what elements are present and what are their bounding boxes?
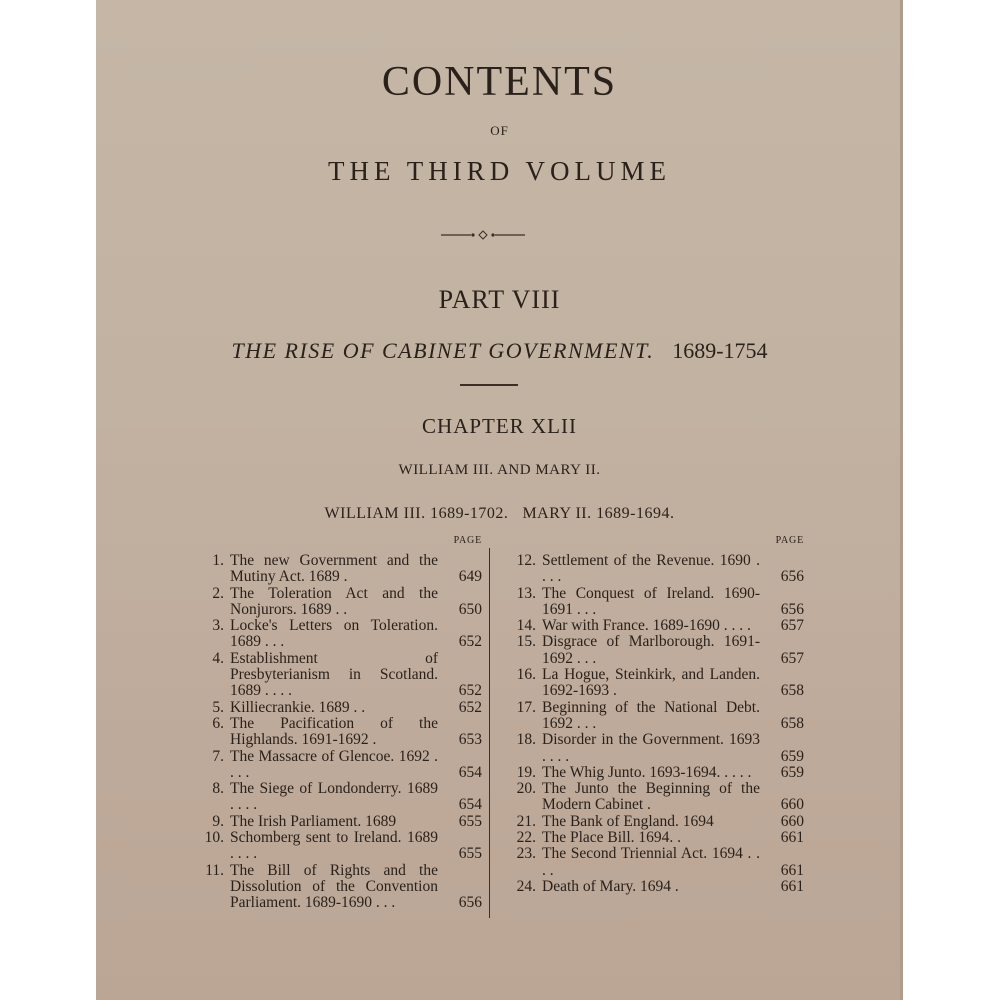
reign-dates <box>96 505 903 523</box>
toc-entry-text: Schomberg sent to Ireland. 1689 . . . . <box>230 829 438 863</box>
toc-entry-num: 17. <box>516 698 536 716</box>
toc-entry <box>192 814 482 830</box>
toc-entry <box>192 553 482 586</box>
title-of: OF <box>490 123 509 138</box>
toc-entry-num: 12. <box>516 552 536 569</box>
toc-entry-num: 7. <box>212 747 224 765</box>
toc-entry <box>504 879 804 895</box>
toc-entry <box>504 618 804 634</box>
toc-entry-page: 654 <box>458 796 482 814</box>
toc-entry-page: 653 <box>458 731 482 749</box>
section-rule <box>460 384 518 386</box>
toc-entry-num: 10. <box>204 829 224 847</box>
toc-entry-text: The Bank of England. 1694 <box>542 812 714 830</box>
part-label: PART VIII <box>438 285 561 314</box>
toc-entry-num: 9. <box>212 812 224 830</box>
toc-entry <box>504 634 804 667</box>
toc-entry <box>192 716 482 749</box>
part-dates: 1689-1754 <box>672 338 768 363</box>
toc-entry-num: 23. <box>516 845 536 863</box>
toc-entry <box>192 781 482 814</box>
toc-entry <box>504 814 804 830</box>
page-title: CONTENTS <box>381 59 618 105</box>
toc-entry-page: 660 <box>780 796 804 814</box>
toc-entry-text: Disorder in the Government. 1693 . . . . <box>542 731 760 765</box>
toc-entry-page: 661 <box>780 861 804 879</box>
page-column-header: PAGE <box>453 535 482 546</box>
toc-entry-page: 657 <box>780 617 804 635</box>
toc-entry-num: 11. <box>205 861 224 879</box>
toc-entry-text: The Whig Junto. 1693-1694. . . . . <box>542 763 752 781</box>
toc-entry-num: 21. <box>516 812 536 830</box>
toc-entry-page: 652 <box>458 682 482 700</box>
toc-entry <box>504 781 804 814</box>
page-column-header: PAGE <box>775 535 804 546</box>
toc-entry <box>192 830 482 863</box>
toc-entry-text: Killiecrankie. 1689 . . <box>230 698 366 716</box>
toc-entry-text: The new Government and the Mutiny Act. 1689 . <box>230 552 438 586</box>
toc-entry-num: 6. <box>212 714 224 732</box>
toc-entry <box>504 667 804 700</box>
contents-column-left <box>192 533 482 912</box>
toc-entry-text: Locke's Letters on Toleration. 1689 . . . <box>230 617 438 651</box>
toc-entry-page: 656 <box>780 568 804 586</box>
toc-entry-page: 659 <box>780 763 804 781</box>
toc-entry-text: The Siege of Londonderry. 1689 . . . . <box>230 780 438 814</box>
toc-entry-text: The Bill of Rights and the Dissolution of the Convention Parliament. 1689-1690 . . . <box>230 861 438 912</box>
toc-entry-text: The Second Triennial Act. 1694 . . . . <box>542 845 760 879</box>
toc-entry-text: The Junto the Beginning of the Modern Cabinet . <box>542 780 760 814</box>
toc-entry <box>504 553 804 586</box>
toc-entry-page: 652 <box>458 633 482 651</box>
toc-entry-page: 659 <box>780 747 804 765</box>
contents-column-right <box>504 533 804 895</box>
toc-entry-text: Death of Mary. 1694 . <box>542 877 679 895</box>
toc-entry-text: Establishment of Presbyterianism in Scotland. 1689 . . . . <box>230 649 438 700</box>
toc-entry-page: 661 <box>780 829 804 847</box>
toc-entry-num: 1. <box>212 552 224 569</box>
toc-entry <box>192 586 482 619</box>
toc-entry-text: Disgrace of Marlborough. 1691-1692 . . . <box>542 633 760 667</box>
toc-entry-page: 657 <box>780 649 804 667</box>
toc-entry <box>504 700 804 733</box>
toc-entry <box>192 863 482 912</box>
toc-entry-num: 4. <box>212 649 224 667</box>
toc-entry-page: 655 <box>458 845 482 863</box>
toc-entry-num: 20. <box>516 780 536 798</box>
toc-entry-num: 8. <box>212 780 224 798</box>
toc-entry-page: 660 <box>780 812 804 830</box>
toc-entry <box>192 700 482 716</box>
ornament-divider-icon <box>441 228 525 242</box>
toc-entry-num: 24. <box>516 877 536 895</box>
toc-entry <box>504 830 804 846</box>
toc-entry-text: The Conquest of Ireland. 1690-1691 . . . <box>542 584 760 618</box>
toc-entry-page: 654 <box>458 763 482 781</box>
column-divider <box>489 548 490 918</box>
toc-entry-num: 15. <box>516 633 536 651</box>
toc-entry-page: 658 <box>780 682 804 700</box>
chapter-label: CHAPTER XLII <box>422 414 577 438</box>
toc-entry-text: The Massacre of Glencoe. 1692 . . . . <box>230 747 438 781</box>
toc-entry-num: 22. <box>516 829 536 847</box>
toc-entry-num: 13. <box>516 584 536 602</box>
toc-entry <box>192 651 482 700</box>
toc-entry-num: 14. <box>516 617 536 635</box>
entry-list-left <box>192 553 482 912</box>
toc-entry <box>192 749 482 782</box>
part-title: THE RISE OF CABINET GOVERNMENT. <box>231 338 655 363</box>
toc-entry-text: Settlement of the Revenue. 1690 . . . . <box>542 552 760 586</box>
toc-entry-num: 5. <box>212 698 224 716</box>
toc-entry-text: The Place Bill. 1694. . <box>542 829 682 847</box>
toc-entry-page: 650 <box>458 600 482 618</box>
toc-entry-text: The Pacification of the Highlands. 1691-1692 . <box>230 714 438 749</box>
reign-william: WILLIAM III. 1689-1702. <box>324 505 509 522</box>
toc-entry-page: 658 <box>780 714 804 732</box>
toc-entry <box>192 618 482 651</box>
part-subtitle <box>96 338 903 364</box>
volume-title: THE THIRD VOLUME <box>328 156 671 186</box>
toc-entry-page: 656 <box>780 600 804 618</box>
toc-entry-text: The Toleration Act and the Nonjurors. 1689 . . <box>230 584 438 618</box>
toc-entry-num: 3. <box>212 617 224 635</box>
toc-entry-text: War with France. 1689-1690 . . . . <box>542 617 751 635</box>
toc-entry-page: 656 <box>458 894 482 912</box>
toc-entry-num: 16. <box>516 666 536 684</box>
entry-list-right <box>504 553 804 895</box>
toc-entry-page: 652 <box>458 698 482 716</box>
toc-entry <box>504 846 804 879</box>
toc-entry-page: 649 <box>458 568 482 586</box>
chapter-subtitle: WILLIAM III. AND MARY II. <box>398 462 601 478</box>
toc-entry-num: 2. <box>212 584 224 602</box>
toc-entry-text: Beginning of the National Debt. 1692 . . . <box>542 698 760 732</box>
toc-entry-page: 655 <box>458 812 482 830</box>
toc-entry-text: La Hogue, Steinkirk, and Landen. 1692-1693 . <box>542 666 760 700</box>
toc-entry-num: 19. <box>516 763 536 781</box>
reign-mary: MARY II. 1689-1694. <box>522 505 675 522</box>
toc-entry <box>504 732 804 765</box>
toc-entry <box>504 586 804 619</box>
toc-entry <box>504 765 804 781</box>
toc-entry-num: 18. <box>516 731 536 749</box>
toc-entry-text: The Irish Parliament. 1689 <box>230 812 397 830</box>
book-page <box>96 0 903 1000</box>
toc-entry-page: 661 <box>780 877 804 895</box>
